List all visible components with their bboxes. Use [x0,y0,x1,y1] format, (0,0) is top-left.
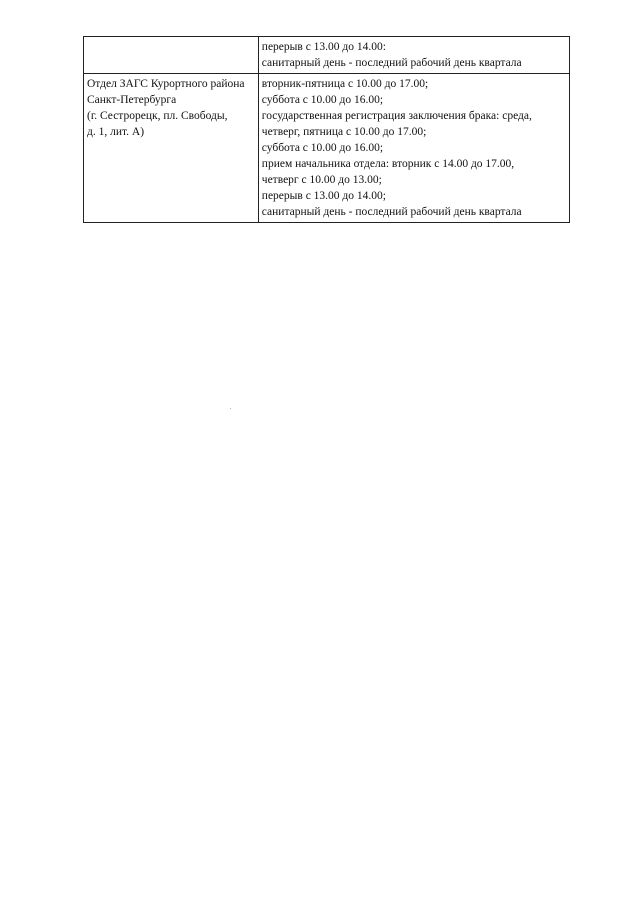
hours-cell [258,37,569,74]
hours-line: государственная регистрация заключения брака: среда, [261,110,532,122]
table-row [84,37,570,74]
hours-cell [258,74,569,223]
department-cell [84,37,259,74]
hours-line: четверг с 10.00 до 13.00; [261,174,382,186]
department-line: (г. Сестрорецк, пл. Свободы, [87,110,228,122]
scan-speck [230,408,231,409]
hours-line: перерыв с 13.00 до 14.00; [261,190,386,202]
hours-line: санитарный день - последний рабочий день квартала [261,206,522,218]
hours-line: суббота с 10.00 до 16.00; [261,142,384,154]
schedule-table [83,36,570,223]
department-line: Санкт-Петербурга [87,94,177,106]
department-line: д. 1, лит. А) [87,126,145,138]
hours-line: суббота с 10.00 до 16.00; [261,94,384,106]
hours-line: перерыв с 13.00 до 14.00: [261,41,386,53]
hours-line: санитарный день - последний рабочий день квартала [261,57,522,69]
department-cell [84,74,259,223]
department-line: Отдел ЗАГС Курортного района [87,78,245,90]
hours-line: прием начальника отдела: вторник с 14.00 до 17.00, [261,158,515,170]
hours-line: вторник-пятница с 10.00 до 17.00; [261,78,429,90]
table-row [84,74,570,223]
hours-line: четверг, пятница с 10.00 до 17.00; [261,126,427,138]
